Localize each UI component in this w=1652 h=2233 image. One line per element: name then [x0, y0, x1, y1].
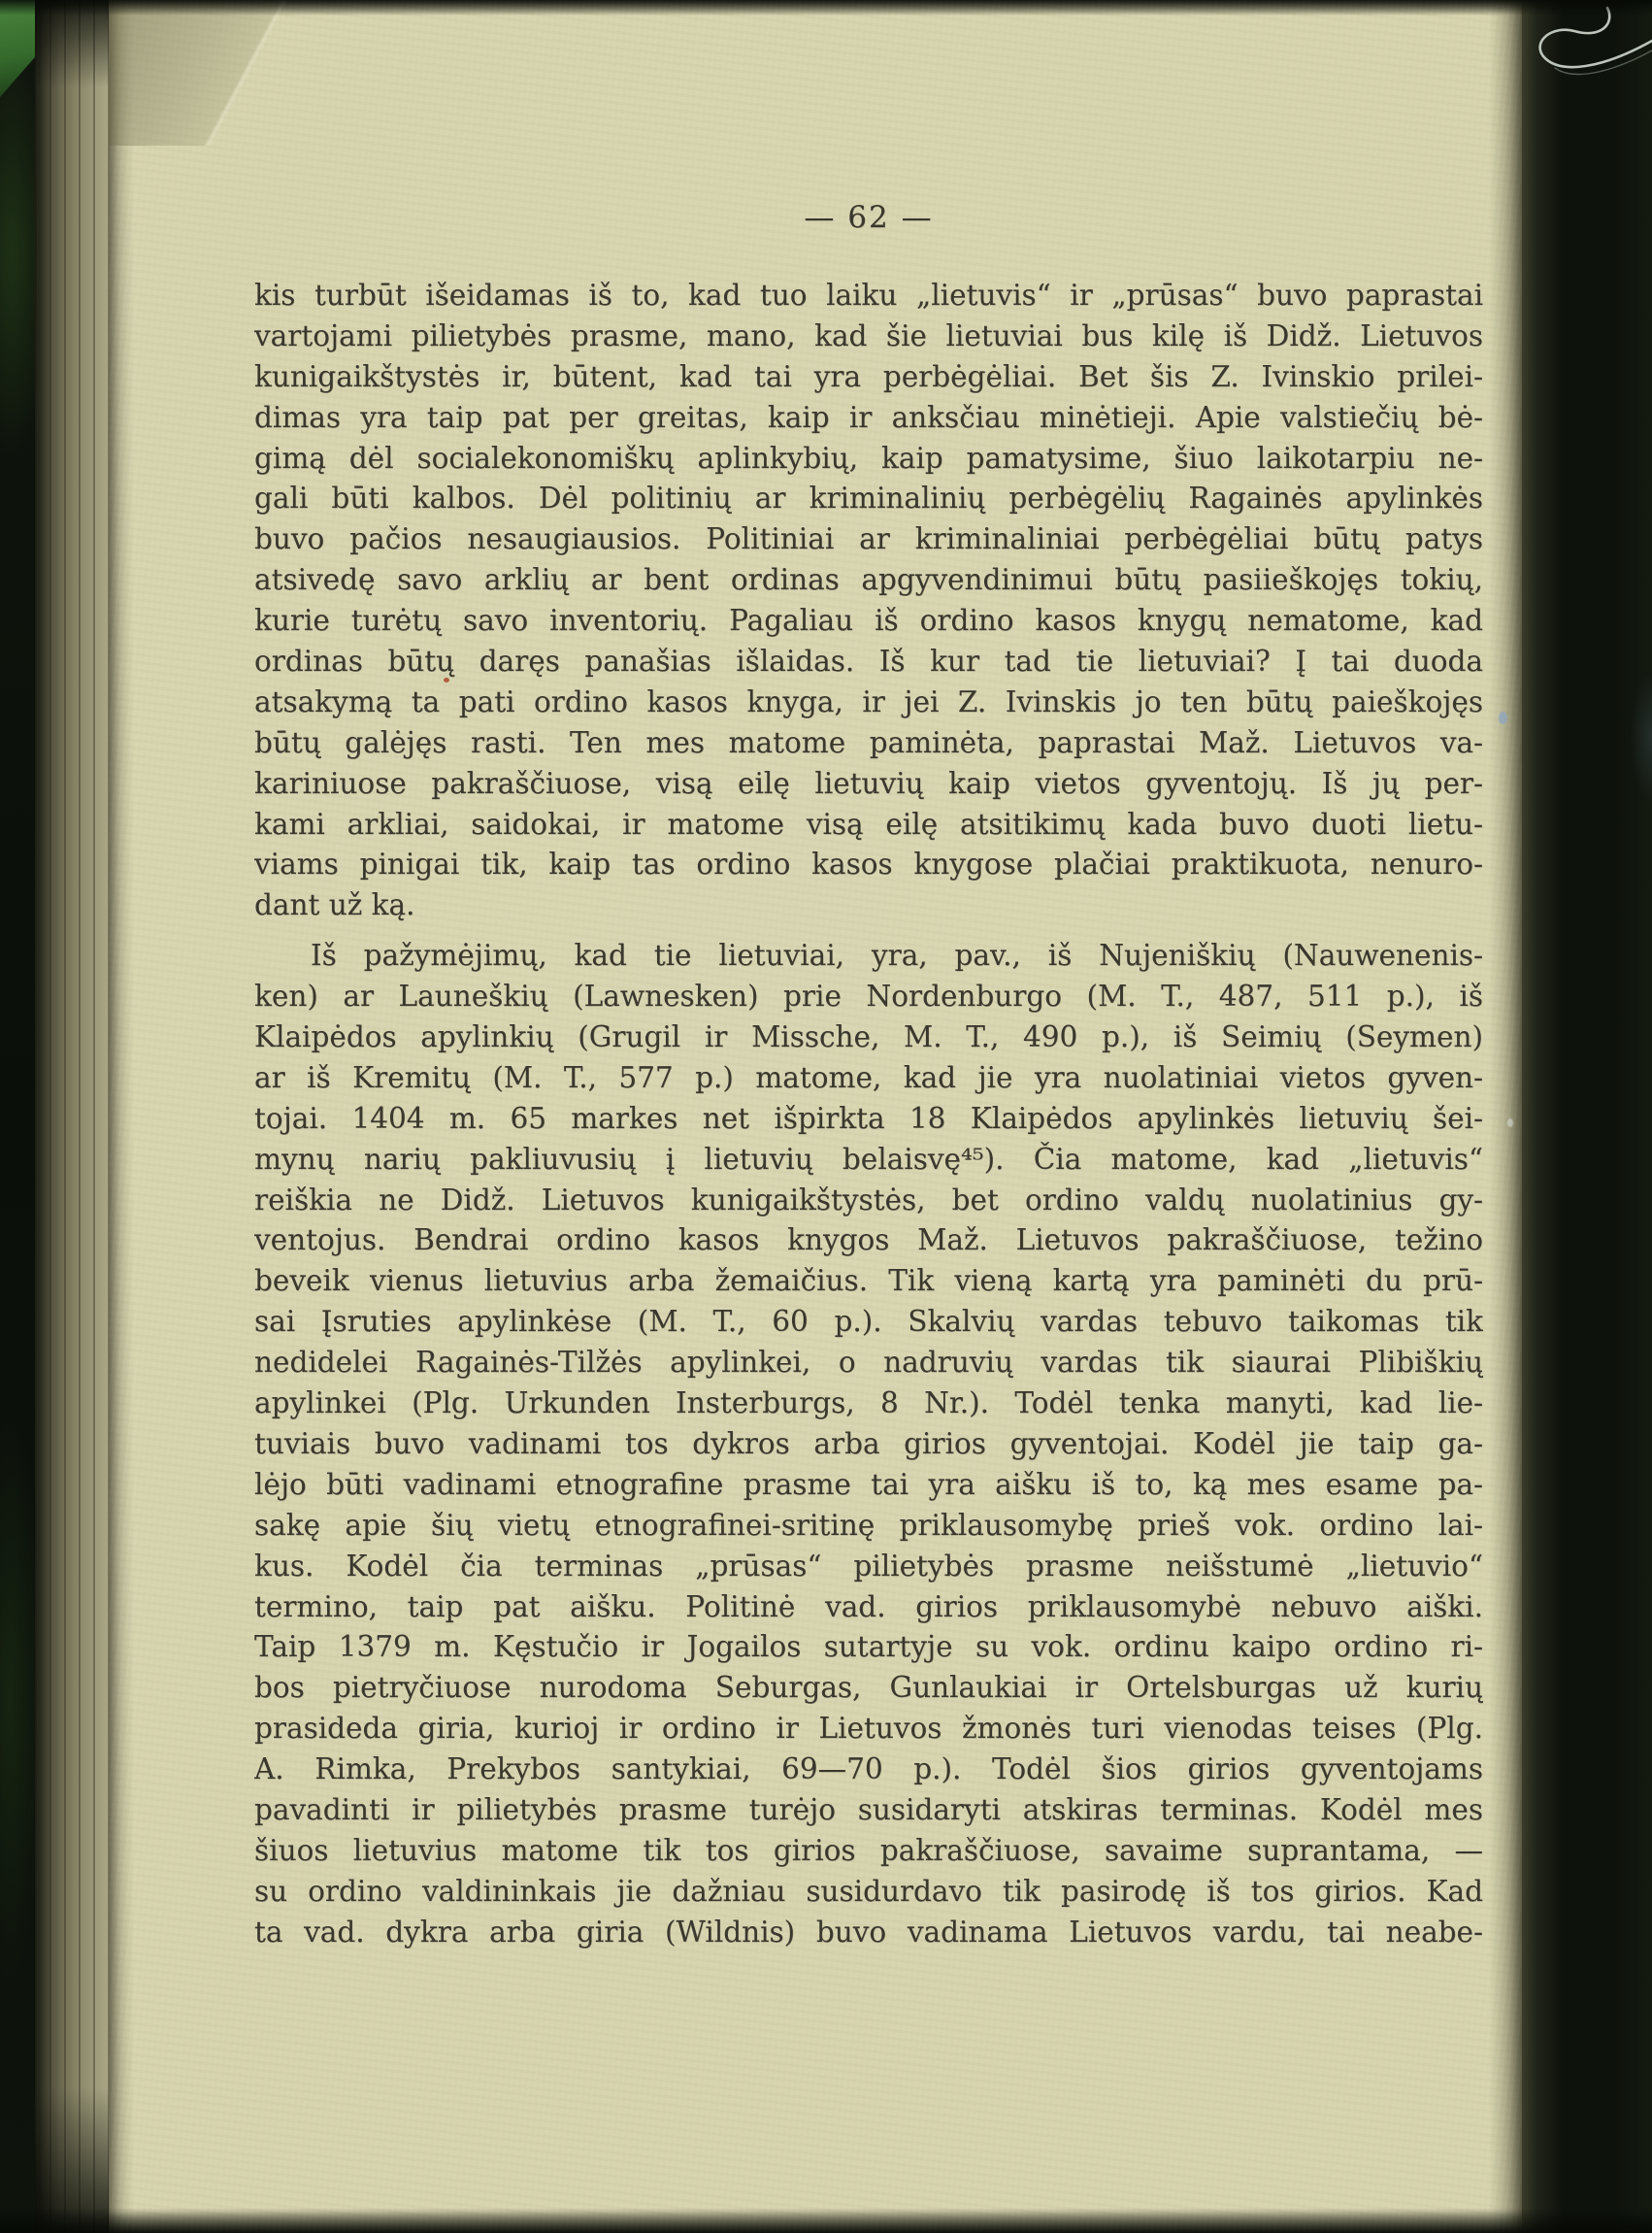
text-line: gali būti kalbos. Dėl politinių ar kriminalinių perbėgėlių Ragainės apylinkės	[254, 482, 1483, 516]
page-number: — 62 —	[804, 200, 934, 235]
text-line: bos pietryčiuose nurodoma Seburgas, Gunlaukiai ir Ortelsburgas už kurių	[254, 1671, 1483, 1705]
text-line: kunigaikštystės ir, būtent, kad tai yra perbėgėliai. Bet šis Z. Ivinskio prilei-	[254, 359, 1483, 393]
text-line: reiškia ne Didž. Lietuvos kunigaikštystės, bet ordino valdų nuolatinius gy-	[254, 1183, 1483, 1216]
text-line: ordinas būtų daręs panašias išlaidas. Iš kur tad tie lietuviai? Į tai duoda	[254, 645, 1483, 679]
page-fold-crease	[109, 0, 410, 146]
text-line: pavadinti ir pilietybės prasme turėjo susidaryti atskiras terminas. Kodėl mes	[254, 1792, 1483, 1826]
text-line: Taip 1379 m. Kęstučio ir Jogailos sutartyje su vok. ordinu kaipo ordino ri-	[254, 1630, 1483, 1664]
page-text	[254, 276, 1483, 1953]
text-line: ken) ar Launeškių (Lawnesken) prie Nordenburgo (M. T., 487, 511 p.), iš	[254, 980, 1483, 1014]
scan-speck-blue	[1499, 712, 1507, 724]
scan-speck-white	[1507, 1118, 1513, 1127]
text-line: kami arkliai, saidokai, ir matome visą eilę atsitikimų kada buvo duoti lietu-	[254, 807, 1483, 841]
text-line: viams pinigai tik, kaip tas ordino kasos knygose plačiai praktikuota, nenuro-	[254, 848, 1483, 882]
text-line: atsivedę savo arklių ar bent ordinas apgyvendinimui būtų pasiieškojęs tokių,	[254, 563, 1483, 597]
text-line: buvo pačios nesaugiausios. Politiniai ar kriminaliniai perbėgėliai būtų patys	[254, 522, 1483, 556]
text-line: dimas yra taip pat per greitas, kaip ir anksčiau minėtieji. Apie valstiečių bė-	[254, 400, 1483, 434]
text-line: Iš pažymėjimų, kad tie lietuviai, yra, pav., iš Nujeniškių (Nauwenenis-	[311, 939, 1483, 973]
text-line: gimą dėl socialekonomiškų aplinkybių, kaip pamatysime, šiuo laikotarpiu ne-	[254, 441, 1483, 475]
paragraph	[254, 936, 1483, 1952]
text-line: su ordino valdininkais jie dažniau susidurdavo tik pasirodę iš tos girios. Kad	[254, 1874, 1483, 1908]
text-line: mynų narių pakliuvusių į lietuvių belaisvę⁴⁵). Čia matome, kad „lietuvis“	[254, 1142, 1483, 1176]
book-page	[109, 0, 1522, 2233]
text-line: kariniuose pakraščiuose, visą eilę lietuvių kaip vietos gyventojų. Iš jų per-	[254, 766, 1483, 800]
text-line: nedidelei Ragainės-Tilžės apylinkei, o nadruvių vardas tik siaurai Plibiškių	[254, 1346, 1483, 1380]
text-line: tuviais buvo vadinami tos dykros arba girios gyventojai. Kodėl jie taip ga-	[254, 1426, 1483, 1460]
text-line: sakę apie šių vietų etnografinei-sritinę priklausomybę prieš vok. ordino lai-	[254, 1508, 1483, 1542]
text-line: lėjo būti vadinami etnografine prasme tai yra aišku iš to, ką mes esame pa-	[254, 1467, 1483, 1501]
text-line: atsakymą ta pati ordino kasos knyga, ir jei Z. Ivinskis jo ten būtų paieškojęs	[254, 684, 1483, 718]
text-line: šiuos lietuvius matome tik tos girios pakraščiuose, savaime suprantama, —	[254, 1833, 1483, 1867]
right-gutter-shadow	[1522, 0, 1652, 2233]
text-line: apylinkei (Plg. Urkunden Insterburgs, 8 Nr.). Todėl tenka manyti, kad lie-	[254, 1386, 1483, 1420]
text-line: dant už ką.	[254, 888, 415, 922]
text-line: ar iš Kremitų (M. T., 577 p.) matome, kad jie yra nuolatiniai vietos gyven-	[254, 1060, 1483, 1094]
text-line: Klaipėdos apylinkių (Grugil ir Missche, M. T., 490 p.), iš Seimių (Seymen)	[254, 1020, 1483, 1054]
text-line: kis turbūt išeidamas iš to, kad tuo laiku „lietuvis“ ir „prūsas“ buvo paprastai	[254, 279, 1483, 312]
text-line: beveik vienus lietuvius arba žemaičius. Tik vieną kartą yra paminėti du prū-	[254, 1264, 1483, 1298]
text-line: ta vad. dykra arba giria (Wildnis) buvo vadinama Lietuvos vardu, tai neabe-	[254, 1915, 1483, 1949]
text-line: A. Rimka, Prekybos santykiai, 69—70 p.). Todėl šios girios gyventojams	[254, 1752, 1483, 1786]
text-line: tojai. 1404 m. 65 markes net išpirkta 18 Klaipėdos apylinkės lietuvių šei-	[254, 1101, 1483, 1135]
text-line: ventojus. Bendrai ordino kasos knygos Maž. Lietuvos pakraščiuose, težino	[254, 1223, 1483, 1257]
text-line: prasideda giria, kurioj ir ordino ir Lietuvos žmonės turi vienodas teises (Plg.	[254, 1712, 1483, 1746]
paragraph	[254, 276, 1483, 926]
text-line: būtų galėjęs rasti. Ten mes matome paminėta, paprastai Maž. Lietuvos va-	[254, 725, 1483, 759]
text-line: kurie turėtų savo inventorių. Pagaliau iš ordino kasos knygų nematome, kad	[254, 604, 1483, 638]
text-line: kus. Kodėl čia terminas „prūsas“ pilietybės prasme neišstumė „lietuvio“	[254, 1549, 1483, 1583]
text-line: termino, taip pat aišku. Politinė vad. girios priklausomybė nebuvo aiški.	[254, 1589, 1483, 1623]
text-line: sai Įsruties apylinkėse (M. T., 60 p.). Skalvių vardas tebuvo taikomas tik	[254, 1305, 1483, 1339]
text-line: vartojami pilietybės prasme, mano, kad šie lietuviai bus kilę iš Didž. Lietuvos	[254, 318, 1483, 352]
